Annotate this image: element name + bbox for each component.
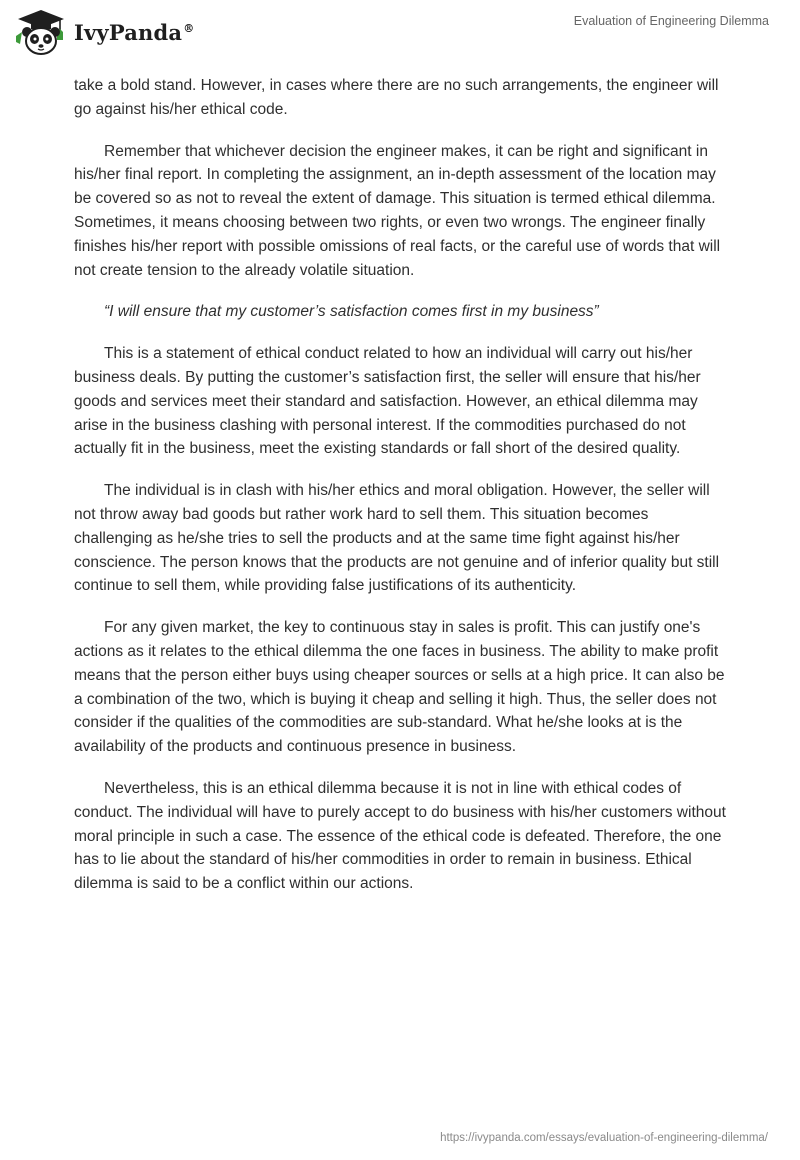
paragraph: For any given market, the key to continuous stay in sales is profit. This can justify one's actions as it relates to the ethical dilemma the one faces in business. The ability to make profit means that the person either buys using cheaper sources or sells at a high price. It can also be a combination of the two, which is buying it cheap and selling it high. Thus, the seller does not consider if the qualities of the commodities are sub-standard. What he/she looks at is the availability of the products and continuous presence in business. <box>74 619 725 756</box>
ivypanda-logo[interactable] <box>14 8 194 56</box>
paragraph: take a bold stand. However, in cases where there are no such arrangements, the engineer will go against his/her ethical code. <box>74 77 719 118</box>
essay-body <box>74 74 726 914</box>
quote-paragraph: “I will ensure that my customer’s satisfaction comes first in my business” <box>104 303 599 321</box>
source-url-link[interactable]: https://ivypanda.com/essays/evaluation-of-engineering-dilemma/ <box>440 1132 768 1144</box>
brand-name: IvyPanda® <box>74 19 195 45</box>
paragraph: Remember that whichever decision the engineer makes, it can be right and significant in his/her final report. In completing the assignment, an in-depth assessment of the location may be covered so as not to reveal the extent of damage. This situation is termed ethical dilemma. Sometimes, it means choosing between two rights, or even two wrongs. The engineer finally finishes his/her report with possible omissions of real facts, or the careful use of words that will not create tension to the already volatile situation. <box>74 142 721 279</box>
page-header <box>0 0 800 70</box>
panda-graduate-icon <box>14 8 68 56</box>
paragraph: Nevertheless, this is an ethical dilemma because it is not in line with ethical codes of conduct. The individual will have to purely accept to do business with his/her customers without moral principle in such a case. The essence of the ethical code is defeated. Therefore, the one has to lie about the standard of his/her commodities in order to remain in business. Ethical dilemma is said to be a conflict within our actions. <box>74 779 726 893</box>
paragraph: The individual is in clash with his/her ethics and moral obligation. However, the seller will not throw away bad goods but rather work hard to sell them. This situation becomes challenging as he/she tries to sell the products and at the same time fight against his/her conscience. The person knows that the products are not genuine and of inferior quality but still continue to sell them, while providing false justifications of its authenticity. <box>74 482 720 595</box>
paragraph: This is a statement of ethical conduct related to how an individual will carry out his/her business deals. By putting the customer’s satisfaction first, the seller will ensure that his/her goods and services meet their standard and satisfaction. However, an ethical dilemma may arise in the business clashing with personal interest. If the commodities purchased do not actually fit in the business, meet the existing standards or fall short of the desired quality. <box>74 345 701 458</box>
document-title: Evaluation of Engineering Dilemma <box>573 14 769 28</box>
